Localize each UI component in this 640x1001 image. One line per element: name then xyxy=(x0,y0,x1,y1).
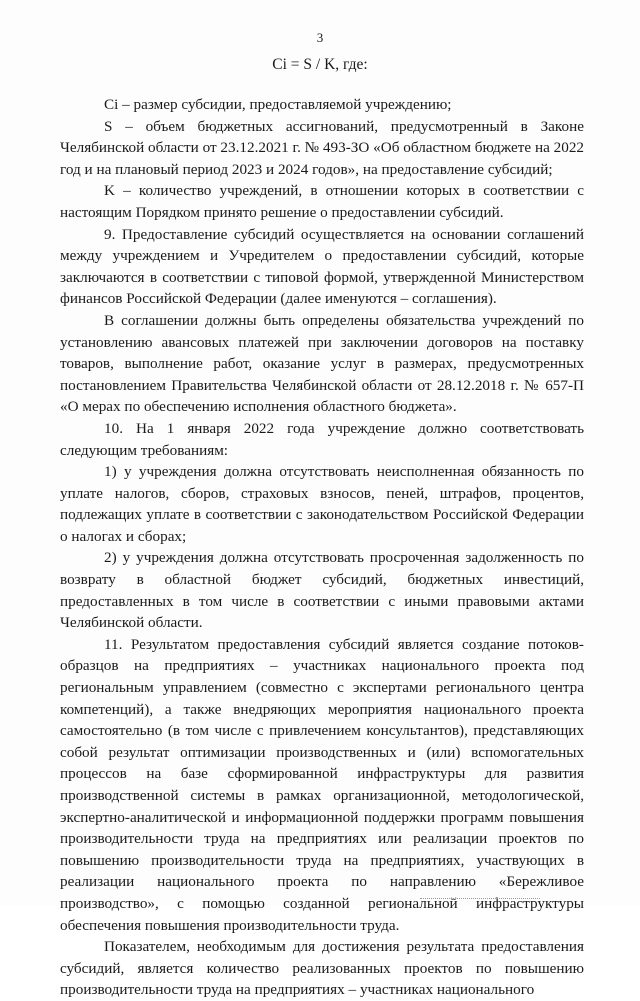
paragraph-indicator: Показателем, необходимым для достижения результата предоставления субсидий, является количество реализованных проектов по повышению производительности труда на предприятиях – участниках национального xyxy=(60,938,584,999)
paragraph-requirement-1: 1) у учреждения должна отсутствовать неисполненная обязанность по уплате налогов, сборов, страховых взносов, пеней, штрафов, процентов, подлежащих уплате в соответствии с законодательством Российской Федерации о налогах и сборах; xyxy=(60,463,584,545)
paragraph-ci-definition: Ci – размер субсидии, предоставляемой учреждению; xyxy=(104,96,452,113)
paragraph-k-definition: K – количество учреждений, в отношении которых в соответствии с настоящим Порядком принято решение о предоставлении субсидий. xyxy=(60,182,584,221)
paragraph-item-11: 11. Результатом предоставления субсидий является создание потоков-образцов на предприятиях – участниках национального проекта под региональным управлением (совместно с экспертами регионального центра компетенций), а также внедряющих мероприятия национального проекта самостоятельно (в том числе с привлечением консультантов), представляющих собой результат оптимизации производственных и (или) вспомогательных процессов на базе сформированной инфраструктуры для развития производственной системы в рамках организационной, методологической, экспертно-аналитической и информационной поддержки программ повышения производительности труда на предприятиях или реализации проектов по повышению производительности труда на предприятиях, участвующих в реализации национального проекта по направлению «Бережливое производство», с помощью созданной региональной инфраструктуры обеспечения повышения производительности труда. xyxy=(60,635,584,934)
paragraph-requirement-2: 2) у учреждения должна отсутствовать просроченная задолженность по возврату в областной бюджет субсидий, бюджетных инвестиций, предоставленных в том числе в соответствии с иными правовыми актами Челябинской области. xyxy=(60,549,584,632)
paragraph-item-9: 9. Предоставление субсидий осуществляется на основании соглашений между учреждением и Учредителем о предоставлении субсидий, которые заключаются в соответствии с типовой формой, утвержденной Министерством финансов Российской Федерации (далее именуются – соглашения). xyxy=(60,225,584,308)
subsidy-formula: Ci = S / K, где: xyxy=(272,56,368,73)
paragraph-agreement-obligations: В соглашении должны быть определены обязательства учреждений по установлению авансовых платежей при заключении договоров на поставку товаров, выполнение работ, оказание услуг в размерах, предусмотренных постановлением Правительства Челябинской области от 28.12.2018 г. № 657-П «О мерах по обеспечению исполнения областного бюджета». xyxy=(60,311,584,416)
body-text xyxy=(60,86,584,1001)
paragraph-item-10: 10. На 1 января 2022 года учреждение должно соответствовать следующим требованиям: xyxy=(60,419,584,459)
scan-edge-line xyxy=(420,898,540,900)
paragraph-s-definition: S – объем бюджетных ассигнований, предусмотренный в Законе Челябинской области от 23.12.2021 г. № 493-ЗО «Об областном бюджете на 2022 год и на плановый период 2023 и 2024 годов», на предоставление субсидий; xyxy=(60,117,585,178)
page-number: 3 xyxy=(316,30,324,45)
